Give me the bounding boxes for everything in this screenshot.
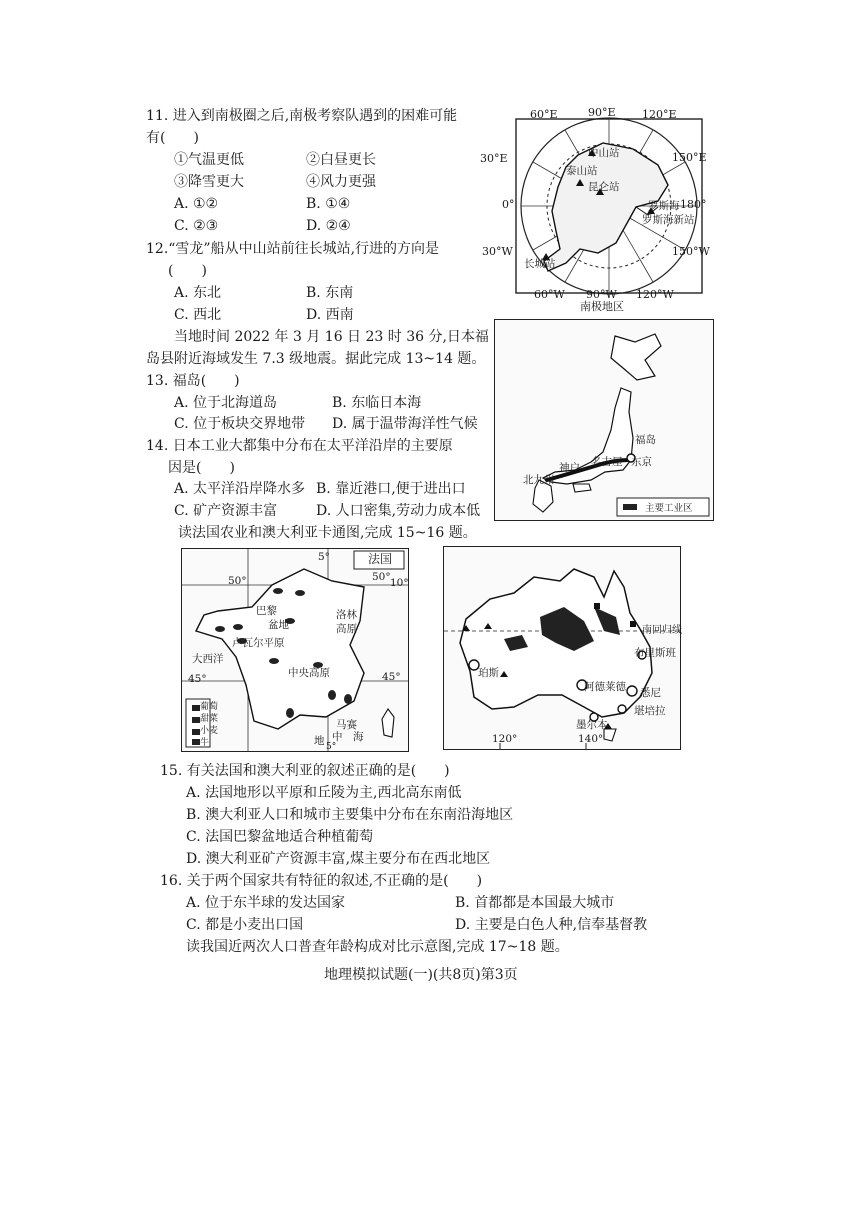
q16-choice-b: B. 首都都是本国最大城市: [455, 895, 615, 911]
france-place-label: 高原: [336, 623, 357, 635]
intro-15-line: 读法国农业和澳大利亚卡通图,完成 15~16 题。: [178, 525, 477, 541]
australia-coord-label: 120°: [492, 733, 518, 745]
france-coord-label: 50°: [228, 575, 247, 587]
antarctic-lon-label: 180°: [680, 198, 707, 211]
q13-stem: 13. 福岛( ): [146, 373, 240, 389]
q11-choice-c: C. ②③: [174, 218, 219, 234]
q14-choice-b: B. 靠近港口,便于进出口: [316, 481, 466, 497]
q11-choice-b: B. ①④: [306, 196, 351, 212]
q12-choice-d: D. 西南: [306, 307, 354, 323]
antarctic-lon-label: 120°E: [642, 108, 677, 121]
antarctic-lon-label: 30°W: [482, 245, 513, 258]
q13-choice-b: B. 东临日本海: [332, 395, 422, 411]
australia-city-label: 堪培拉: [634, 705, 666, 717]
q13-choice-c: C. 位于板块交界地带: [174, 416, 306, 432]
intro-13-line1: 当地时间 2022 年 3 月 16 日 23 时 36 分,日本福: [174, 329, 489, 345]
france-place-label: 中 海: [332, 731, 364, 743]
japan-map: [494, 319, 714, 521]
france-place-label: 马赛: [336, 719, 357, 731]
japan-city-label: 神户: [559, 462, 580, 474]
france-place-label: 卢瓦尔平原: [232, 637, 285, 649]
station-label: 泰山站: [566, 165, 598, 177]
q16-choice-d: D. 主要是白色人种,信奉基督教: [455, 917, 648, 933]
q14-stem-line1: 14. 日本工业大都集中分布在太平洋沿岸的主要原: [146, 438, 453, 454]
intro-13-line2: 岛县附近海域发生 7.3 级地震。据此完成 13~14 题。: [146, 351, 486, 367]
australia-city-label: 悉尼: [640, 687, 661, 699]
france-coord-label: 45°: [382, 671, 401, 683]
q16-choice-c: C. 都是小麦出口国: [186, 917, 304, 933]
japan-city-label: 东京: [631, 456, 652, 468]
france-legend-label: 葡萄: [200, 702, 219, 712]
q14-choice-c: C. 矿产资源丰富: [174, 503, 278, 519]
q16-stem: 16. 关于两个国家共有特征的叙述,不正确的是( ): [160, 873, 483, 889]
france-map: [181, 548, 409, 752]
q12-stem-line1: 12.“雪龙”船从中山站前往长城站,行进的方向是: [146, 241, 440, 257]
japan-legend-label: 主要工业区: [645, 503, 693, 514]
france-title: 法国: [368, 552, 393, 566]
japan-city-label: 名古屋: [591, 456, 623, 468]
japan-city-label: 福岛: [635, 434, 656, 446]
station-label: 中山站: [588, 147, 620, 159]
q12-choice-c: C. 西北: [174, 307, 222, 323]
france-coord-label: 45°: [188, 673, 207, 685]
station-label: 罗斯海: [648, 200, 680, 212]
q13-choice-a: A. 位于北海道岛: [174, 395, 278, 411]
q13-choice-d: D. 属于温带海洋性气候: [332, 416, 478, 432]
intro-17-line: 读我国近两次人口普查年龄构成对比示意图,完成 17~18 题。: [186, 939, 569, 955]
france-coord-label: 5°: [318, 551, 330, 563]
q15-choice-a: A. 法国地形以平原和丘陵为主,西北高东南低: [186, 785, 462, 801]
antarctic-lon-label: 30°E: [480, 152, 508, 165]
antarctic-lon-label: 150°W: [672, 245, 710, 258]
q12-choice-a: A. 东北: [174, 285, 222, 301]
q11-choice-d: D. ②④: [306, 218, 351, 234]
q15-choice-d: D. 澳大利亚矿产资源丰富,煤主要分布在西北地区: [186, 851, 491, 867]
q16-choice-a: A. 位于东半球的发达国家: [186, 895, 346, 911]
france-coord-label: 50°: [372, 571, 391, 583]
france-place-label: 盆地: [268, 619, 289, 631]
antarctic-lon-label: 120°W: [636, 288, 674, 301]
q11-option-4: ④风力更强: [306, 174, 376, 190]
antarctic-map: [480, 103, 712, 313]
antarctic-lon-label: 0°: [502, 198, 515, 211]
q11-option-2: ②白昼更长: [306, 152, 376, 168]
antarctic-lon-label: 90°W: [586, 288, 617, 301]
france-place-label: 中央高原: [288, 667, 330, 679]
japan-map-drawing: [495, 320, 713, 520]
antarctic-lon-label: 90°E: [588, 106, 616, 119]
q11-option-3: ③降雪更大: [174, 174, 244, 190]
france-coord-label: 5°: [326, 742, 337, 752]
australia-coord-label: 140°: [578, 733, 604, 745]
q15-stem: 15. 有关法国和澳大利亚的叙述正确的是( ): [160, 763, 450, 779]
q11-stem-line2: 有( ): [146, 130, 199, 146]
france-place-label: 地: [314, 735, 325, 747]
station-label: 罗斯海新站: [642, 214, 695, 226]
france-place-label: 大西洋: [192, 653, 224, 665]
q14-choice-d: D. 人口密集,劳动力成本低: [316, 503, 481, 519]
q11-option-1: ①气温更低: [174, 152, 244, 168]
station-label: 昆仑站: [588, 181, 620, 193]
q15-choice-b: B. 澳大利亚人口和城市主要集中分布在东南沿海地区: [186, 807, 514, 823]
australia-city-label: 阿德莱德: [584, 681, 626, 693]
australia-city-label: 墨尔本: [576, 719, 608, 731]
antarctic-lon-label: 60°W: [534, 288, 565, 301]
q12-stem-line2: ( ): [168, 263, 207, 279]
antarctic-lon-label: 150°E: [672, 151, 707, 164]
australia-city-label: 布里斯班: [634, 647, 676, 659]
australia-map: [443, 546, 681, 750]
france-legend-label: 小麦: [200, 726, 219, 736]
japan-city-label: 北九州: [523, 474, 555, 486]
antarctic-lon-label: 60°E: [530, 108, 558, 121]
q14-stem-line2: 因是( ): [168, 460, 235, 476]
france-place-label: 巴黎: [256, 605, 277, 617]
france-coord-label: 10°: [390, 577, 409, 589]
france-legend-label: 甜菜: [200, 714, 219, 724]
station-label: 长城站: [524, 258, 556, 270]
australia-city-label: 珀斯: [478, 667, 499, 679]
australia-tropic-label: 南回归线: [642, 625, 682, 636]
q14-choice-a: A. 太平洋沿岸降水多: [174, 481, 306, 497]
q15-choice-c: C. 法国巴黎盆地适合种植葡萄: [186, 829, 374, 845]
france-legend-label: 牛: [200, 738, 210, 748]
q11-choice-a: A. ①②: [174, 196, 219, 212]
page-footer: 地理模拟试题(一)(共8页)第3页: [324, 967, 518, 983]
antarctic-caption: 南极地区: [580, 300, 624, 313]
q11-stem-line1: 11. 进入到南极圈之后,南极考察队遇到的困难可能: [146, 108, 458, 124]
france-place-label: 洛林: [336, 609, 357, 621]
q12-choice-b: B. 东南: [306, 285, 354, 301]
